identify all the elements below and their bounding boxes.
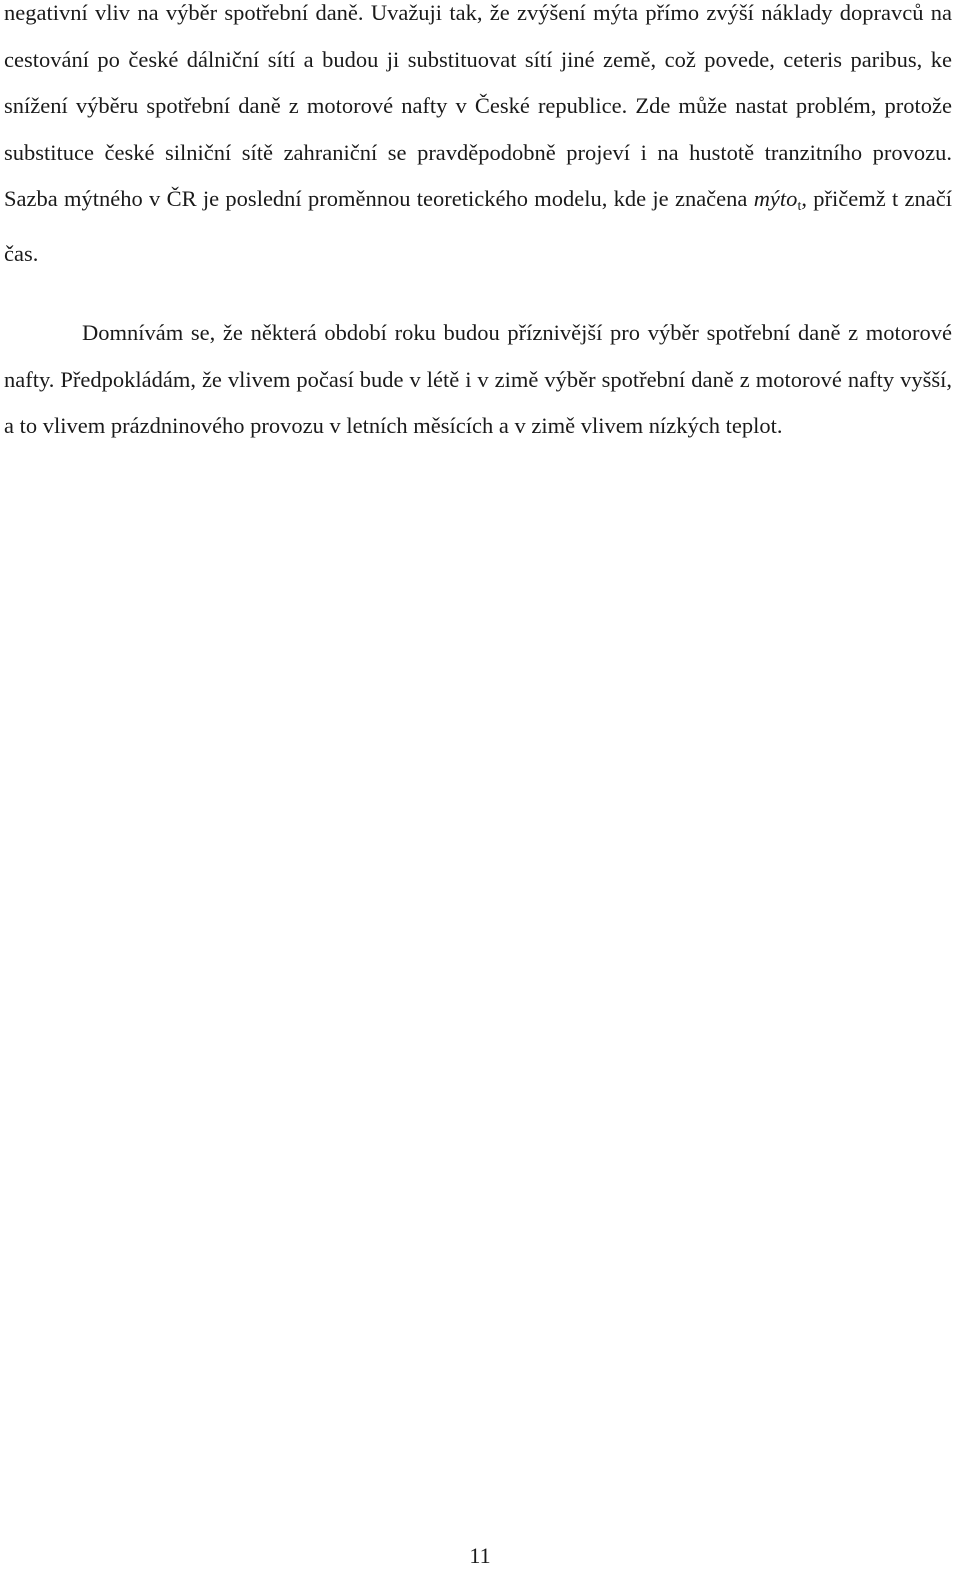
toll-variable bbox=[753, 186, 802, 214]
paragraph-1 bbox=[4, 0, 952, 277]
toll-variable-symbol: mýto bbox=[753, 186, 798, 211]
toll-variable-subscript: t bbox=[797, 199, 802, 214]
paragraph-2-text: Domnívám se, že některá období roku budou příznivější pro výběr spotřební daně z motorové nafty. Předpokládám, že vlivem počasí bude v létě i v zimě výběr spotřební daně z motorové nafty vyšší, a to vlivem prázdninového provozu v letních měsících a v zimě vlivem nízkých teplot. bbox=[4, 320, 952, 438]
paragraph-2 bbox=[4, 310, 952, 450]
paragraph-1-text-end: , přičemž t značí čas. bbox=[4, 186, 953, 266]
page-number: 11 bbox=[469, 1543, 491, 1568]
paragraph-1-text: negativní vliv na výběr spotřební daně. Uvažuji tak, že zvýšení mýta přímo zvýší náklady dopravců na cestování po české dálniční sítí a budou ji substituovat sítí jiné země, což povede, ceteris paribus, ke snížení výběru spotřební daně z motorové nafty v České republice. Zde může nastat problém, protože substituce české silniční sítě zahraniční se pravděpodobně projeví i na hustotě tranzitního provozu. Sazba mýtného v ČR je poslední proměnnou teoretického modelu, kde je značena bbox=[4, 0, 952, 211]
